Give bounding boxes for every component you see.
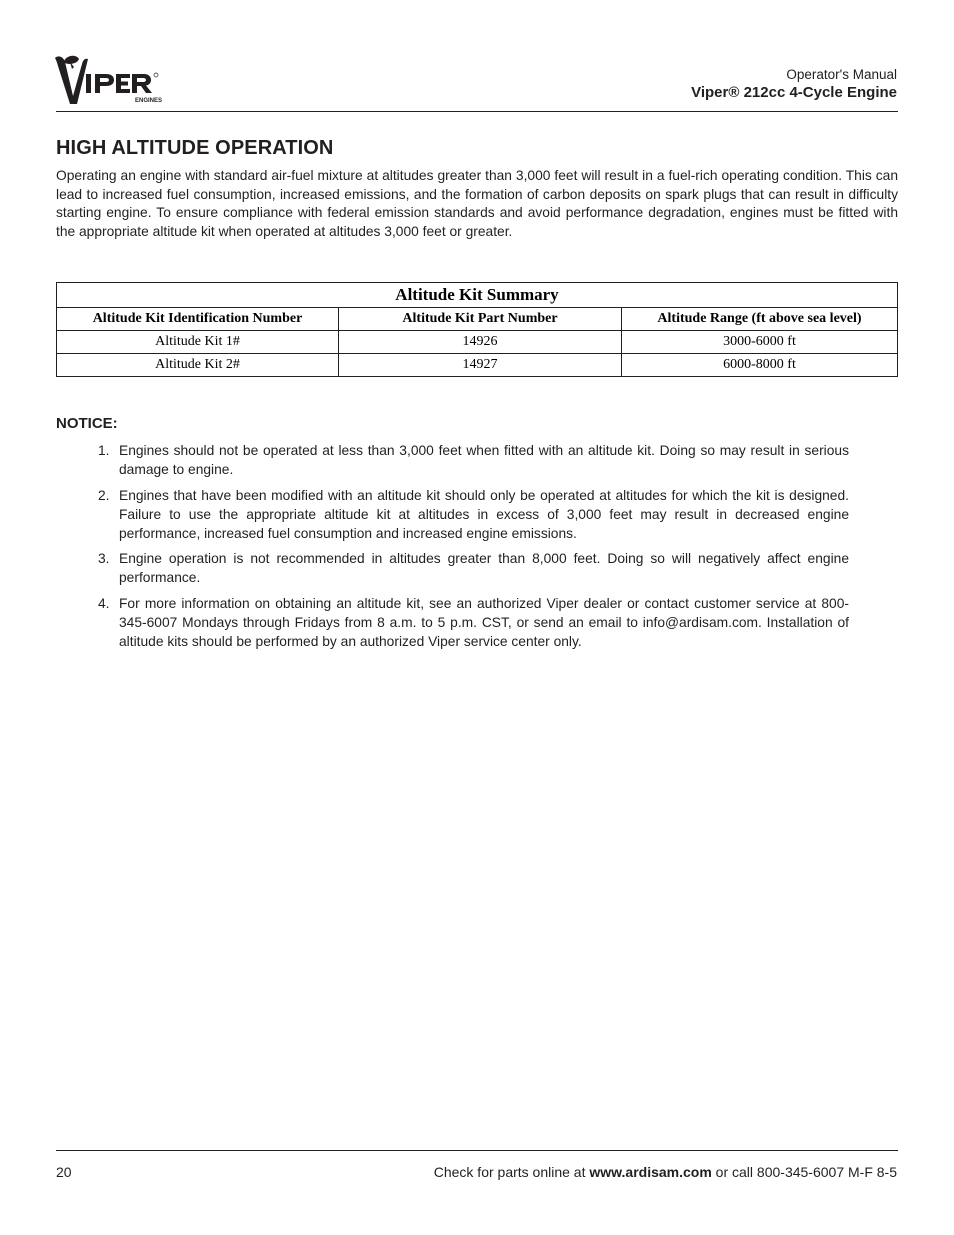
footer-contact [434, 1164, 897, 1180]
table-row [57, 354, 898, 377]
table-cell: 14927 [339, 354, 622, 377]
logo-engines-text: ENGINES [135, 98, 163, 104]
table-header-row [57, 308, 898, 331]
list-text: Engines that have been modified with an altitude kit should only be operated at altitudes for which the kit is designed. Failure to use the appropriate altitude kit at altitudes in excess of 3,000 feet may result in decreased engine performance, increased fuel consumption and increased engine emissions. [119, 487, 849, 541]
column-header: Altitude Range (ft above sea level) [622, 308, 898, 331]
section-title: HIGH ALTITUDE OPERATION [56, 137, 334, 159]
list-text: For more information on obtaining an altitude kit, see an authorized Viper dealer or contact customer service at 800-345-6007 Mondays through Fridays from 8 a.m. to 5 p.m. CST, or send an email to info@ardisam.com. Installation of altitude kits should be performed by an authorized Viper service center only. [119, 595, 849, 649]
list-item [98, 594, 849, 651]
product-title: Viper® 212cc 4-Cycle Engine [691, 84, 897, 101]
footer-website-link[interactable]: www.ardisam.com [589, 1164, 712, 1180]
column-header: Altitude Kit Identification Number [57, 308, 339, 331]
table-cell: 3000-6000 ft [622, 331, 898, 354]
table-cell: 6000-8000 ft [622, 354, 898, 377]
table-caption: Altitude Kit Summary [57, 283, 898, 308]
list-number: 1. [98, 443, 110, 458]
table-row [57, 331, 898, 354]
page-header [691, 66, 897, 102]
table-cell: Altitude Kit 2# [57, 354, 339, 377]
list-item [98, 441, 849, 479]
list-item [98, 486, 849, 543]
manual-label: Operator's Manual [786, 67, 897, 82]
table-cell: 14926 [339, 331, 622, 354]
list-number: 3. [98, 551, 110, 566]
footer-text-after: or call 800-345-6007 M-F 8-5 [711, 1164, 897, 1180]
list-number: 2. [98, 487, 110, 503]
footer-text-before: Check for parts online at [433, 1164, 590, 1180]
notice-heading: NOTICE: [56, 415, 118, 432]
altitude-kit-table [56, 282, 898, 377]
intro-paragraph: Operating an engine with standard air-fuel mixture at altitudes greater than 3,000 feet will result in a fuel-rich operating condition. This can lead to increased fuel consumption, increased emissions, and the formation of carbon deposits on spark plugs that can result in difficulty starting engine. To ensure compliance with federal emission standards and avoid performance degradation, engines must be fitted with the appropriate altitude kit when operated at altitudes 3,000 feet or greater. [56, 168, 898, 239]
list-text: Engine operation is not recommended in altitudes greater than 8,000 feet. Doing so will negatively affect engine performance. [119, 551, 849, 585]
page-number: 20 [56, 1164, 72, 1180]
header-divider [56, 111, 898, 112]
list-number: 4. [98, 595, 110, 611]
footer-divider [56, 1150, 898, 1151]
list-item [98, 549, 849, 587]
column-header: Altitude Kit Part Number [339, 308, 622, 331]
viper-logo [52, 52, 170, 108]
list-text: Engines should not be operated at less than 3,000 feet when fitted with an altitude kit. Doing so may result in serious damage to engine. [119, 443, 849, 477]
table-cell: Altitude Kit 1# [57, 331, 339, 354]
notice-list [98, 441, 849, 657]
